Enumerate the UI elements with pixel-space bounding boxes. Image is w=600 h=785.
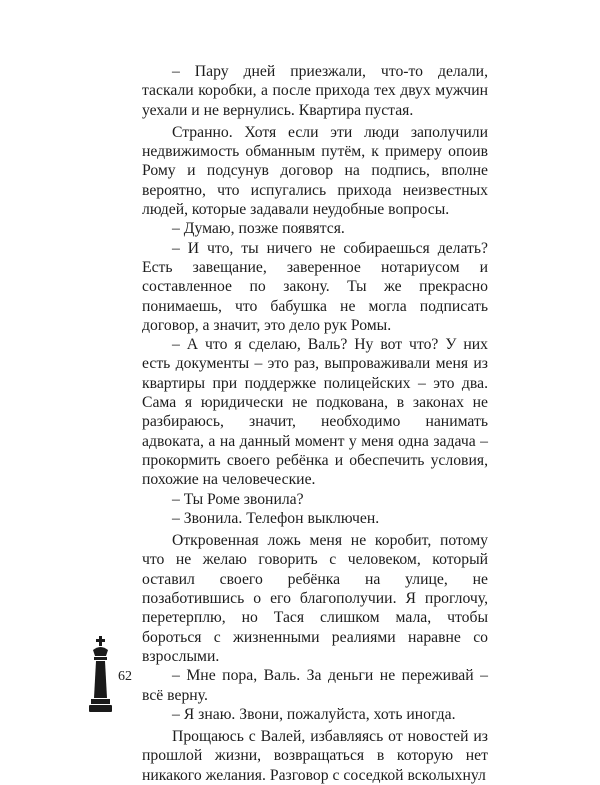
- paragraph: – Мне пора, Валь. За деньги не переживай – всё верну.: [142, 667, 488, 704]
- page-body: [142, 62, 488, 785]
- paragraph: – Звонила. Телефон выключен.: [172, 509, 380, 527]
- paragraph: Откровенная ложь меня не коробит, потому что не желаю говорить с человеком, который оставил своего ребёнка на улице, не позаботившись о его благополучии. Я проглочу, перетерплю, но Тася слишком мала, чтобы бороться с жизненными реалиями наравне со взрослыми.: [142, 532, 488, 665]
- paragraph: Странно. Хотя если эти люди заполучили недвижимость обманным путём, к примеру опоив Рому и подсунув договор на подпись, вполне вероятно, что испугались прихода неизвестных людей, которые задавали неудобные вопросы.: [142, 123, 488, 219]
- paragraph: – А что я сделаю, Валь? Ну вот что? У них есть документы – это раз, выпроваживали меня из квартиры при поддержке полицейских – это два. Сама я юридически не подкована, в законах не разбираюсь, значит, необходимо нанимать адвоката, а на данный момент у меня одна задача – прокормить своего ребёнка и обеспечить условия, похожие на человеческие.: [142, 336, 488, 489]
- paragraph: Прощаюсь с Валей, избавляясь от новостей из прошлой жизни, возвращаться в которую нет никакого желания. Разговор с соседкой всколыхнул: [142, 728, 488, 784]
- paragraph: – Я знаю. Звони, пожалуйста, хоть иногда.: [172, 705, 456, 723]
- paragraph: – Думаю, позже появятся.: [172, 220, 345, 238]
- paragraph: – Ты Роме звонила?: [172, 490, 304, 508]
- paragraph: – И что, ты ничего не собираешься делать? Есть завещание, заверенное нотариусом и составленное по закону. Ты же прекрасно понимаешь, что бабушка не могла подписать договор, а значит, это дело рук Ромы.: [142, 239, 488, 334]
- page-number: 62: [118, 669, 132, 684]
- paragraph: – Пару дней приезжали, что-то делали, таскали коробки, а после прихода тех двух мужчин уехали и не вернулись. Квартира пустая.: [142, 63, 488, 119]
